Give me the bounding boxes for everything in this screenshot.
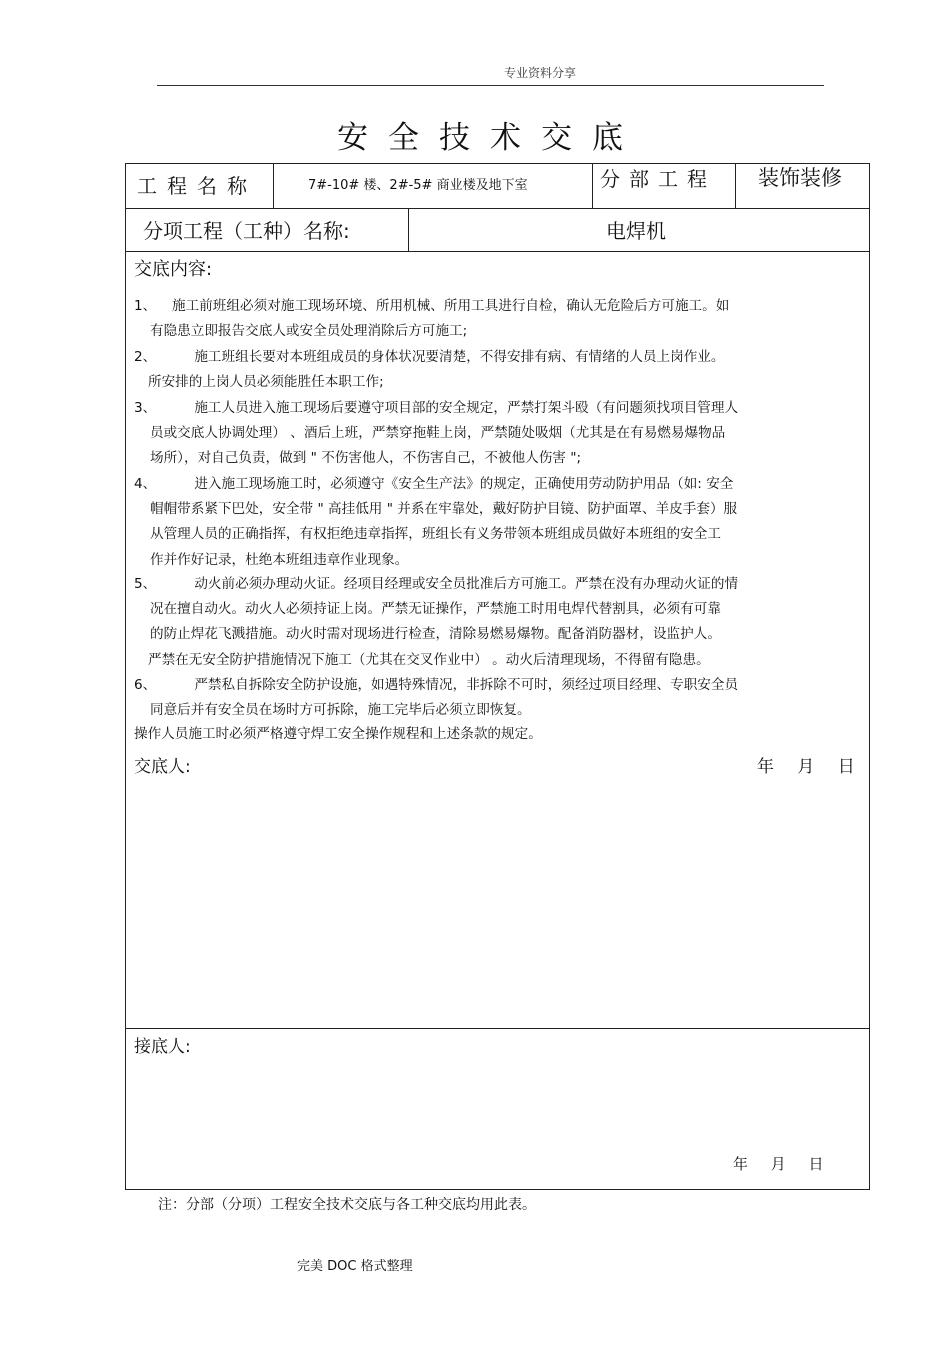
clause-text: 施工人员进入施工现场后要遵守项目部的安全规定，严禁打架斗殴（有问题须找项目管理人: [190, 400, 739, 416]
subitem-value: 电焊机: [606, 219, 666, 243]
clause-number: 6、: [134, 677, 157, 693]
clause-text: 施工前班组必须对施工现场环境、所用机械、所用工具进行自检，确认无危险后方可施工。如: [172, 298, 730, 314]
clause-2: [134, 345, 824, 395]
header-rule: [157, 85, 824, 86]
clause-text: 况在擅自动火。动火人必须持证上岗。严禁无证操作，严禁施工时用电焊代替割具，必须有可靠: [150, 601, 721, 618]
clause-text: 的防止焊花飞溅措施。动火时需对现场进行检查，清除易燃易爆物。配备消防器材，设监护人。: [150, 626, 721, 643]
project-name-value: 7#-10# 楼、2#-5# 商业楼及地下室: [308, 178, 528, 193]
clause-number: 1、: [134, 298, 157, 314]
division-value: 装饰装修: [758, 166, 842, 190]
clause-6: [134, 673, 824, 723]
header-note: 专业资料分享: [503, 66, 576, 80]
table-border-left: [125, 163, 126, 1190]
receiver-label: 接底人:: [134, 1037, 191, 1057]
col-divider-c: [735, 163, 736, 209]
clause-text: 进入施工现场施工时，必须遵守《安全生产法》的规定，正确使用劳动防护用品（如: 安全: [190, 476, 734, 492]
col-divider-a: [273, 163, 274, 209]
footer-text: 完美 DOC 格式整理: [297, 1259, 413, 1274]
clause-text: 动火前必须办理动火证。经项目经理或安全员批准后方可施工。严禁在没有办理动火证的情: [190, 576, 739, 592]
clause-text: 严禁私自拆除安全防护设施，如遇特殊情况，非拆除不可时，须经过项目经理、专职安全员: [190, 677, 739, 693]
clause-text: 所安排的上岗人员必须能胜任本职工作;: [148, 374, 384, 391]
table-border-bottom: [125, 1189, 870, 1190]
row-divider-3: [125, 1028, 870, 1029]
clause-number: 2、: [134, 349, 157, 365]
clause-1: [134, 294, 824, 344]
clause-text: 场所），对自己负责，做到 " 不伤害他人，不伤害自己，不被他人伤害 ";: [150, 450, 582, 467]
giver-label: 交底人:: [134, 757, 191, 777]
clause-text: 施工班组长要对本班组成员的身体状况要清楚，不得安排有病、有情绪的人员上岗作业。: [190, 349, 725, 365]
table-border-right: [869, 163, 870, 1190]
clause-5: [134, 572, 824, 673]
clause-text: 帽帽带系紧下巴处，安全带 " 高挂低用 " 并系在牢靠处，戴好防护目镜、防护面罩、羊皮手套）服: [150, 501, 738, 518]
row-divider-2: [125, 251, 870, 252]
row-divider-1: [125, 208, 870, 209]
division-label: 分部工程: [600, 167, 716, 191]
project-name-label: 工程名称: [137, 174, 257, 198]
col-divider-d: [408, 208, 409, 252]
clause-number: 4、: [134, 476, 157, 492]
clause-number: 5、: [134, 576, 157, 592]
document-title: 安全技术交底: [337, 120, 643, 156]
col-divider-b: [592, 163, 593, 209]
clause-4: [134, 472, 824, 573]
clause-text: 作并作好记录，杜绝本班组违章作业现象。: [150, 551, 409, 568]
clause-text: 员或交底人协调处理） 、酒后上班，严禁穿拖鞋上岗，严禁随处吸烟（尤其是在有易燃易爆物品: [150, 425, 726, 442]
giver-date: 年 月 日: [757, 757, 855, 777]
clause-text: 从管理人员的正确指挥，有权拒绝违章指挥，班组长有义务带领本班组成员做好本班组的安全工: [150, 526, 721, 543]
clause-text: 同意后并有安全员在场时方可拆除，施工完毕后必须立即恢复。: [150, 702, 531, 719]
clause-text: 有隐患立即报告交底人或安全员处理消除后方可施工;: [150, 323, 468, 340]
subitem-label: 分项工程（工种）名称:: [143, 219, 350, 243]
clause-text: 严禁在无安全防护措施情况下施工（尤其在交叉作业中） 。动火后清理现场，不得留有隐患。: [148, 651, 710, 668]
content-heading: 交底内容:: [134, 259, 213, 280]
clause-3: [134, 396, 824, 472]
receiver-date: 年 月 日: [733, 1155, 824, 1173]
table-note: 注：分部（分项）工程安全技术交底与各工种交底均用此表。: [158, 1197, 536, 1213]
closing-statement: 操作人员施工时必须严格遵守焊工安全操作规程和上述条款的规定。: [134, 726, 542, 742]
clause-number: 3、: [134, 400, 157, 416]
